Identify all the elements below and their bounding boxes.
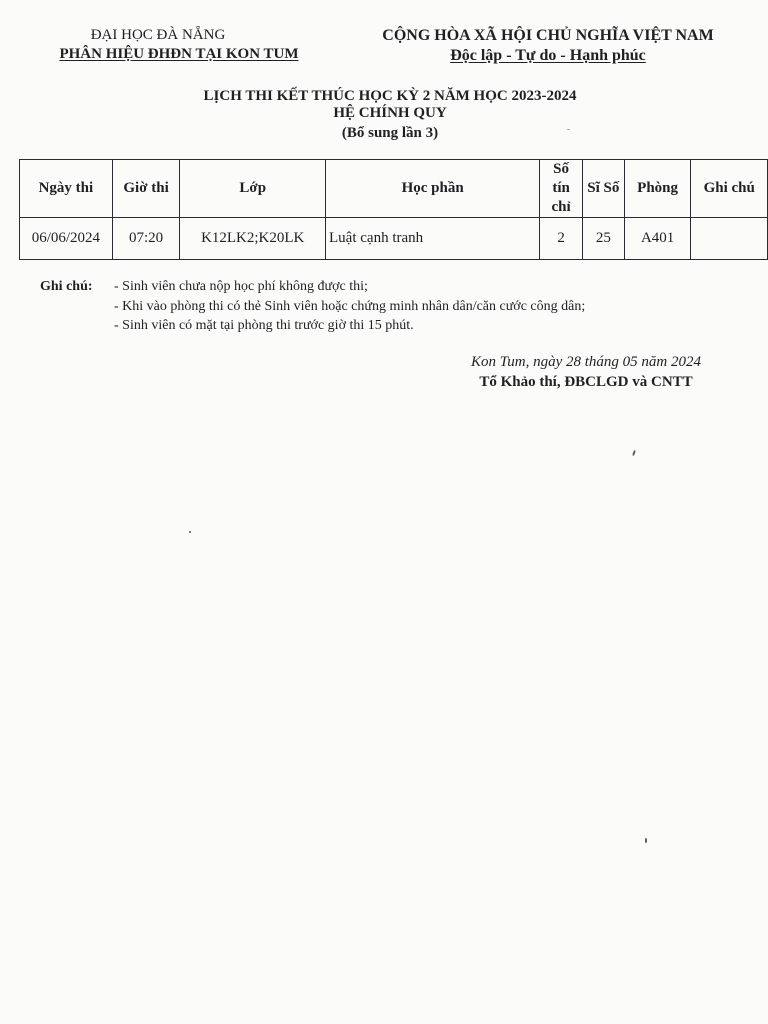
org-branch — [38, 46, 320, 63]
col-header-time: Giờ thi — [112, 160, 180, 218]
col-header-course: Học phần — [326, 160, 540, 218]
col-header-room: Phòng — [624, 160, 691, 218]
col-header-date: Ngày thi — [20, 160, 113, 218]
cell-note — [691, 218, 768, 260]
cell-size: 25 — [582, 218, 624, 260]
scan-speck — [645, 838, 647, 843]
scan-speck — [632, 450, 636, 456]
document-supplement: (Bổ sung lần 3) — [341, 125, 439, 141]
col-header-class: Lớp — [180, 160, 326, 218]
table-header-row — [20, 160, 768, 218]
note-item: - Sinh viên có mặt tại phòng thi trước giờ thi 15 phút. — [114, 318, 414, 333]
cell-date: 06/06/2024 — [20, 218, 113, 260]
cell-time: 07:20 — [112, 218, 180, 260]
col-header-note: Ghi chú — [691, 160, 768, 218]
cell-room: A401 — [624, 218, 691, 260]
org-branch-text: PHÂN HIỆU ĐHĐN TẠI KON TUM — [59, 46, 299, 62]
col-header-credits — [540, 160, 583, 218]
note-item: - Sinh viên chưa nộp học phí không được thi; — [114, 279, 368, 294]
cell-credits: 2 — [540, 218, 583, 260]
col-header-credits-2: tín — [552, 180, 570, 196]
cell-class: K12LK2;K20LK — [180, 218, 326, 260]
notes-label: Ghi chú: — [40, 279, 93, 294]
document-subtitle: HỆ CHÍNH QUY — [333, 105, 447, 121]
nation-motto-text: Độc lập - Tự do - Hạnh phúc — [450, 47, 646, 64]
signature-place-date: Kon Tum, ngày 28 tháng 05 năm 2024 — [470, 354, 701, 370]
exam-schedule-table — [19, 159, 768, 260]
signature-unit: Tổ Khảo thí, ĐBCLGD và CNTT — [479, 374, 693, 390]
table-row — [20, 218, 768, 260]
org-name: ĐẠI HỌC ĐÀ NẴNG — [90, 27, 226, 43]
col-header-size: Sĩ Số — [582, 160, 624, 218]
note-item: - Khi vào phòng thi có thẻ Sinh viên hoặc chứng minh nhân dân/căn cước công dân; — [114, 299, 586, 314]
col-header-credits-1: Số — [553, 161, 570, 177]
scan-speck — [189, 531, 191, 533]
cell-course: Luật cạnh tranh — [326, 218, 540, 260]
document-title: LỊCH THI KẾT THÚC HỌC KỲ 2 NĂM HỌC 2023-2024 — [203, 88, 577, 104]
scan-speck — [567, 129, 570, 130]
nation-title: CỘNG HÒA XÃ HỘI CHỦ NGHĨA VIỆT NAM — [382, 27, 714, 44]
col-header-credits-3: chỉ — [551, 199, 571, 215]
nation-motto — [370, 47, 726, 65]
